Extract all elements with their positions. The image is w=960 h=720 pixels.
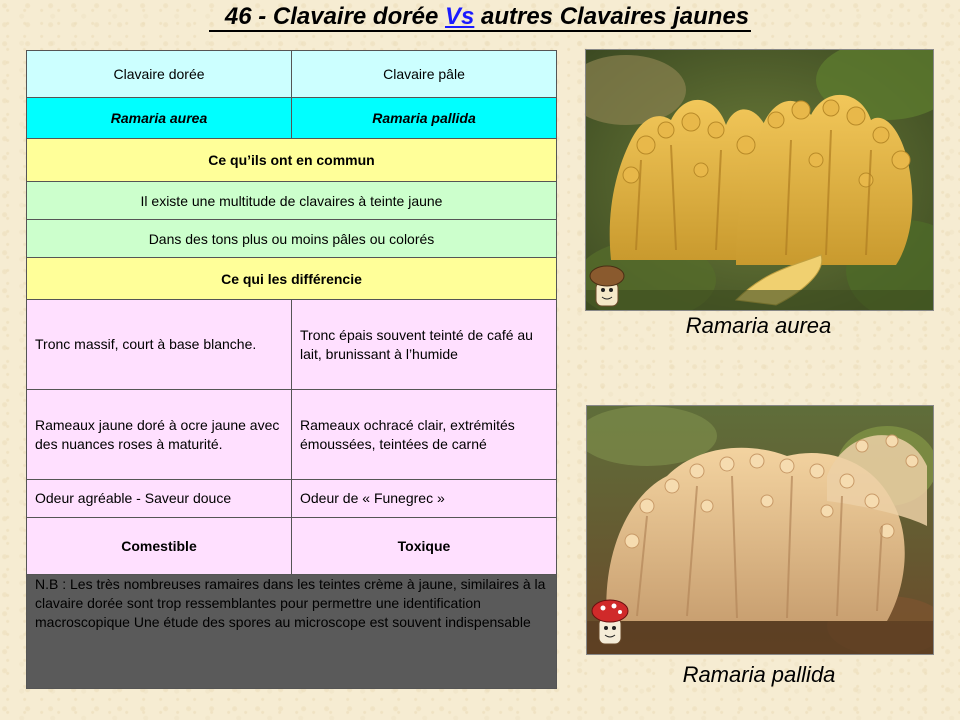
caption-aurea: Ramaria aurea [685, 313, 832, 338]
latin-row [27, 98, 557, 139]
diff-heading-row [27, 258, 557, 300]
diff-heading: Ce qui les différencie [27, 258, 557, 300]
diff-left-1: Tronc massif, court à base blanche. [27, 300, 292, 390]
title-vs: Vs [444, 3, 475, 30]
photo-ramaria-pallida [586, 405, 934, 655]
comparison-table [26, 50, 557, 689]
common-heading-row [27, 139, 557, 182]
common-row [27, 220, 557, 258]
common-heading: Ce qu’ils ont en commun [27, 139, 557, 182]
header-left: Clavaire dorée [27, 51, 292, 98]
diff-left-2: Rameaux jaune doré à ocre jaune avec des nuances roses à maturité. [27, 390, 292, 480]
header-row [27, 51, 557, 98]
diff-row [27, 390, 557, 480]
photo-pallida-image [587, 406, 933, 654]
title-part1: 46 - Clavaire dorée [224, 3, 445, 30]
diff-left-3: Odeur agréable - Saveur douce [27, 480, 292, 518]
page-title [0, 3, 960, 32]
diff-right-3: Odeur de « Funegrec » [292, 480, 557, 518]
photo-ramaria-aurea [585, 49, 934, 311]
diff-right-2: Rameaux ochracé clair, extrémités émoussées, teintées de carné [292, 390, 557, 480]
edibility-left: Comestible [27, 518, 292, 575]
common-text-1: Il existe une multitude de clavaires à teinte jaune [27, 182, 557, 220]
edibility-right: Toxique [292, 518, 557, 575]
latin-right: Ramaria pallida [292, 98, 557, 139]
caption-pallida: Ramaria pallida [682, 662, 836, 687]
diff-right-1: Tronc épais souvent teinté de café au lait, brunissant à l’humide [292, 300, 557, 390]
diff-row [27, 480, 557, 518]
note-row [27, 575, 557, 689]
common-row [27, 182, 557, 220]
common-text-2: Dans des tons plus ou moins pâles ou colorés [27, 220, 557, 258]
latin-left: Ramaria aurea [27, 98, 292, 139]
title-part2: autres Clavaires jaunes [474, 3, 750, 30]
photo-aurea-image [586, 50, 933, 310]
header-right: Clavaire pâle [292, 51, 557, 98]
note-text: N.B : Les très nombreuses ramaires dans les teintes crème à jaune, similaires à la clavaire dorée sont trop ressemblantes pour permettre une identification macroscopique Une étude des spores au microscope est souvent indispensable [27, 575, 557, 689]
diff-row [27, 300, 557, 390]
edibility-row [27, 518, 557, 575]
